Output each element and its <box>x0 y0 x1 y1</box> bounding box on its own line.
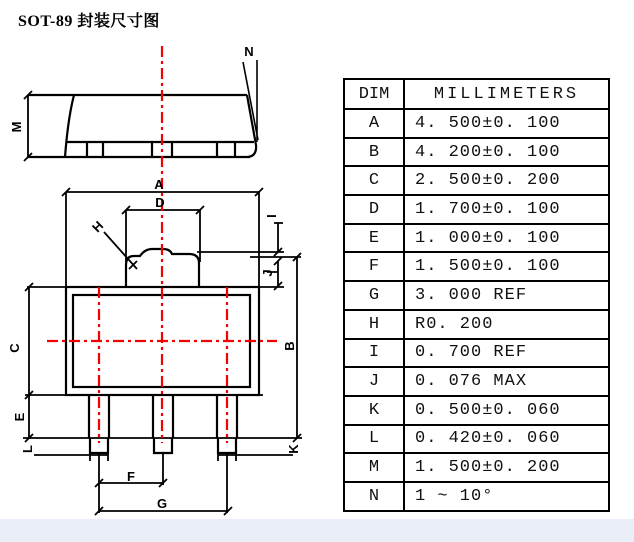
dim-cell: A <box>344 109 404 138</box>
header-dim: DIM <box>344 79 404 109</box>
dim-cell: N <box>344 482 404 511</box>
table-row <box>344 109 609 138</box>
value-cell: 0. 420±0. 060 <box>404 425 609 454</box>
center-lines <box>47 46 277 443</box>
k-dimension <box>218 449 293 461</box>
table-header-row <box>344 79 609 109</box>
dim-cell: G <box>344 281 404 310</box>
dim-label-c: C <box>7 343 22 353</box>
dim-cell: J <box>344 367 404 396</box>
table-row <box>344 310 609 339</box>
h-leader-line <box>104 232 137 269</box>
value-cell: 3. 000 REF <box>404 281 609 310</box>
table-row <box>344 396 609 425</box>
i-dimension <box>197 223 284 256</box>
table-row <box>344 195 609 224</box>
dim-label-l: L <box>20 445 35 453</box>
lead-tips <box>90 438 236 453</box>
header-unit: MILLIMETERS <box>404 79 609 109</box>
table-row <box>344 252 609 281</box>
dim-cell: C <box>344 166 404 195</box>
value-cell: 1. 700±0. 100 <box>404 195 609 224</box>
table-row <box>344 224 609 253</box>
value-cell: R0. 200 <box>404 310 609 339</box>
table-row <box>344 166 609 195</box>
dim-label-m: M <box>9 121 24 133</box>
page-title: SOT-89 封装尺寸图 <box>18 13 160 30</box>
dim-cell: E <box>344 224 404 253</box>
dim-label-a: A <box>154 177 164 192</box>
dim-label-h: H <box>89 218 107 236</box>
dim-label-d: D <box>155 195 165 210</box>
dim-cell: B <box>344 138 404 167</box>
side-left-edge <box>65 95 74 157</box>
l-dimension <box>34 449 108 461</box>
dim-cell: L <box>344 425 404 454</box>
value-cell: 0. 500±0. 060 <box>404 396 609 425</box>
dim-cell: F <box>344 252 404 281</box>
dim-cell: M <box>344 453 404 482</box>
table-row <box>344 425 609 454</box>
dim-label-g: G <box>156 496 168 511</box>
value-cell: 0. 076 MAX <box>404 367 609 396</box>
value-cell: 4. 200±0. 100 <box>404 138 609 167</box>
table-row <box>344 281 609 310</box>
table-row <box>344 482 609 511</box>
value-cell: 1. 500±0. 200 <box>404 453 609 482</box>
dim-cell: I <box>344 339 404 368</box>
table-row <box>344 138 609 167</box>
dim-label-e: E <box>12 412 27 422</box>
bottom-highlight-bar <box>0 519 634 542</box>
dim-cell: K <box>344 396 404 425</box>
value-cell: 4. 500±0. 100 <box>404 109 609 138</box>
dim-label-i: I <box>264 214 279 218</box>
value-cell: 1 ~ 10° <box>404 482 609 511</box>
dim-label-j: J <box>260 269 275 277</box>
value-cell: 2. 500±0. 200 <box>404 166 609 195</box>
table-row <box>344 339 609 368</box>
dim-cell: D <box>344 195 404 224</box>
n-angle-lines <box>243 60 258 142</box>
dim-label-n: N <box>244 44 254 59</box>
side-view <box>24 60 258 161</box>
value-cell: 1. 500±0. 100 <box>404 252 609 281</box>
table-row <box>344 453 609 482</box>
dimension-table <box>343 78 610 512</box>
dim-label-f: F <box>127 469 135 484</box>
dim-label-b: B <box>282 341 297 351</box>
dim-cell: H <box>344 310 404 339</box>
dim-label-k: K <box>286 444 301 454</box>
value-cell: 0. 700 REF <box>404 339 609 368</box>
value-cell: 1. 000±0. 100 <box>404 224 609 253</box>
table-row <box>344 367 609 396</box>
